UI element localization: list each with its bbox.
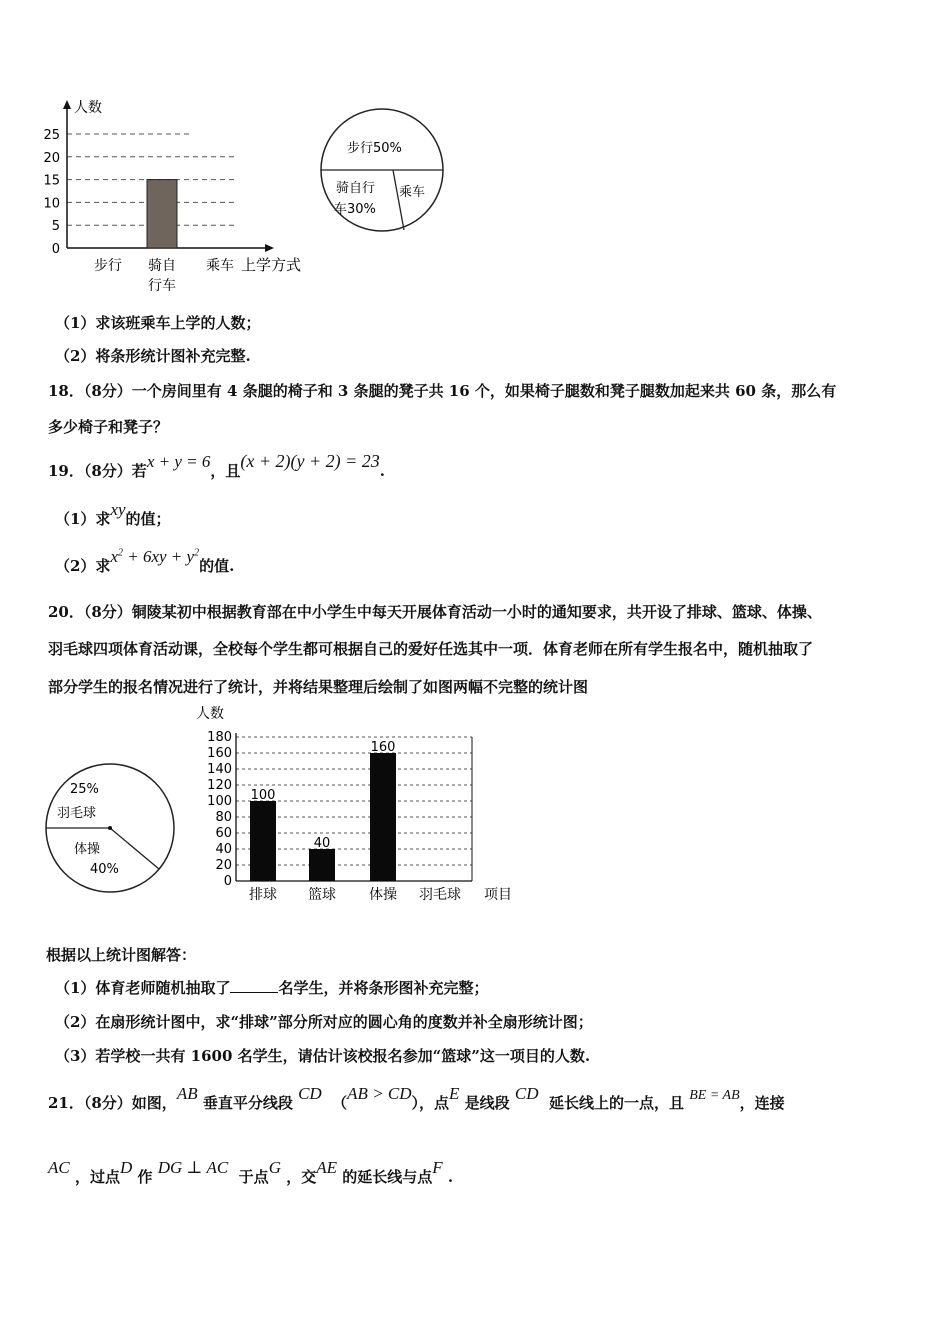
y-tick-label: 140 — [207, 762, 232, 777]
bar — [309, 849, 335, 881]
sports-pie-chart — [42, 760, 182, 900]
y-tick-label: 60 — [215, 826, 232, 841]
pie-label-bus: 乘车 — [399, 185, 426, 200]
q21-line1: 21．（8分）如图，AB 垂直平分线段 CD （AB > CD），点E 是线段 CD 延长线上的一点，且 BE = AB，连接 — [48, 1084, 785, 1112]
pie-label-gymnastics: 体操 — [74, 842, 101, 857]
y-axis-arrow — [63, 100, 71, 109]
category-label: 体操 — [369, 887, 397, 903]
answer-blank — [230, 978, 278, 993]
q19-expression: $x^2 + 6xy + y^2$ — [110, 547, 200, 566]
q20-part3: （3）若学校一共有 1600 名学生，请估计该校报名参加“篮球”这一项目的人数. — [55, 1047, 591, 1065]
y-tick-labels — [207, 730, 232, 889]
category-label: 乘车 — [206, 258, 234, 274]
y-tick-label: 40 — [215, 842, 232, 857]
category-label: 行车 — [148, 278, 176, 294]
y-tick-label: 0 — [223, 874, 232, 889]
y-tick-label: 15 — [43, 173, 60, 189]
bars — [147, 180, 177, 248]
y-tick-label: 20 — [43, 150, 60, 166]
q20-part2: （2）在扇形统计图中，求“排球”部分所对应的圆心角的度数并补全扇形统计图； — [55, 1013, 593, 1031]
q20-part1: （1）体育老师随机抽取了 名学生，并将条形图补充完整； — [55, 979, 489, 997]
pie-label-bike-1: 骑自行 — [336, 181, 376, 196]
y-tick-label: 120 — [207, 778, 232, 793]
sports-bar-chart — [190, 700, 530, 910]
y-tick-label: 20 — [215, 858, 232, 873]
q20-line1: 20．（8分）铜陵某初中根据教育部在中小学生中每天开展体育活动一小时的通知要求，共开设了排球、篮球、体操、 — [48, 603, 822, 621]
pie-label-badminton: 羽毛球 — [57, 806, 97, 821]
pie-label-bike-2: 车30% — [334, 202, 376, 217]
category-label: 排球 — [249, 887, 277, 903]
q20-line2: 羽毛球四项体育活动课，全校每个学生都可根据自己的爱好任选其中一项．体育老师在所有学生报名中，随机抽取了 — [48, 640, 814, 658]
x-axis-arrow — [265, 244, 274, 252]
q18-line1: 18．（8分）一个房间里有 4 条腿的椅子和 3 条腿的凳子共 16 个，如果椅子腿数和凳子腿数加起来共 60 条，那么有 — [48, 382, 837, 400]
category-label: 羽毛球 — [419, 887, 461, 903]
pie-center — [108, 826, 112, 830]
y-tick-label: 10 — [43, 196, 60, 212]
y-tick-labels — [43, 128, 60, 257]
y-axis-label: 人数 — [196, 706, 224, 722]
data-label: 160 — [370, 740, 396, 755]
pie-percent-badminton: 25% — [70, 782, 99, 797]
q17-part2: （2）将条形统计图补充完整. — [55, 347, 251, 365]
q19-part2: （2）求$x^2 + 6xy + y^2$的值. — [55, 547, 235, 575]
y-tick-label: 100 — [207, 794, 232, 809]
q20-intro: 根据以上统计图解答： — [46, 946, 197, 964]
category-label: 骑自 — [148, 258, 176, 274]
category-label: 篮球 — [308, 887, 336, 903]
y-axis-label: 人数 — [74, 100, 102, 116]
pie-label-walk: 步行50% — [347, 141, 402, 156]
q19-equation-2: (x + 2)(y + 2) = 23 — [240, 451, 380, 471]
data-label: 100 — [250, 788, 276, 803]
y-tick-label: 80 — [215, 810, 232, 825]
category-label: 步行 — [94, 258, 122, 274]
q21-line2: AC ，过点D 作 DG ⊥ AC 于点G ，交AE 的延长线与点F . — [48, 1158, 454, 1186]
bar — [370, 753, 396, 881]
commute-bar-chart — [40, 96, 320, 301]
y-tick-label: 160 — [207, 746, 232, 761]
commute-pie-chart — [316, 104, 448, 236]
y-tick-label: 5 — [51, 219, 60, 235]
x-axis-label: 项目 — [484, 887, 512, 903]
data-label: 40 — [313, 836, 331, 851]
category-labels — [249, 886, 461, 903]
category-labels — [94, 257, 234, 294]
q18-line2: 多少椅子和凳子？ — [48, 418, 169, 436]
pie-percent-gymnastics: 40% — [90, 862, 119, 877]
y-tick-label: 0 — [51, 242, 60, 257]
x-axis-label: 上学方式 — [241, 256, 302, 274]
y-tick-label: 25 — [43, 128, 60, 143]
q17-part1: （1）求该班乘车上学的人数； — [55, 314, 261, 332]
bar — [250, 801, 276, 881]
q19-stem: 19．（8分）若x + y = 6，且(x + 2)(y + 2) = 23. — [48, 451, 386, 480]
q20-line3: 部分学生的报名情况进行了统计，并将结果整理后绘制了如图两幅不完整的统计图 — [48, 678, 589, 696]
bar — [147, 180, 177, 248]
bars — [250, 740, 396, 881]
y-tick-label: 180 — [207, 730, 232, 745]
q19-part1: （1）求xy的值； — [55, 500, 171, 528]
q19-equation-1: x + y = 6 — [146, 452, 211, 471]
